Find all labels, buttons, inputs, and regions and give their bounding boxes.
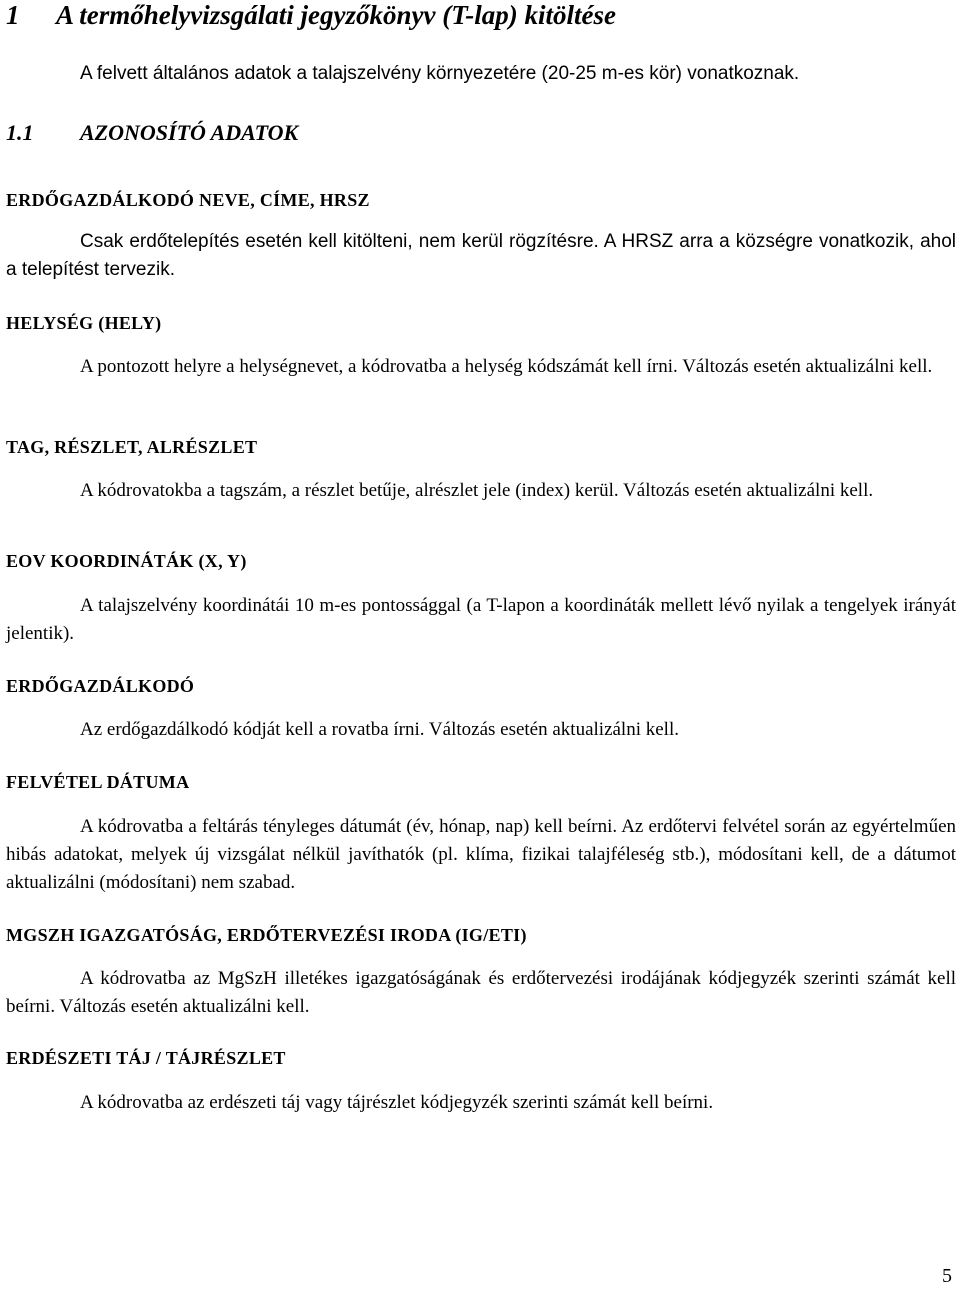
field-desc-owner-name: Csak erdőtelepítés esetén kell kitölteni, nem kerül rögzítésre. A HRSZ arra a községre vonatkozik, ahol a telepítést tervezik.: [6, 231, 956, 280]
field-desc-forest-manager: Az erdőgazdálkodó kódját kell a rovatba írni. Változás esetén aktualizálni kell.: [80, 719, 679, 740]
field-title-owner-name: ERDŐGAZDÁLKODÓ NEVE, CÍME, HRSZ: [6, 190, 370, 210]
field-desc-locality: A pontozott helyre a helységnevet, a kódrovatba a helység kódszámát kell írni. Változás esetén aktualizálni kell.: [80, 356, 933, 377]
field-title-survey-date: FELVÉTEL DÁTUMA: [6, 772, 190, 792]
field-title-forest-region: ERDÉSZETI TÁJ / TÁJRÉSZLET: [6, 1048, 286, 1068]
field-title-locality: HELYSÉG (HELY): [6, 313, 162, 333]
field-desc-forest-region: A kódrovatba az erdészeti táj vagy tájrészlet kódjegyzék szerinti számát kell beírni.: [80, 1092, 714, 1113]
section-number: 1.1: [6, 120, 34, 145]
chapter-title: A termőhelyvizsgálati jegyzőkönyv (T-lap) kitöltése: [56, 0, 616, 30]
page-number: 5: [942, 1265, 952, 1287]
field-title-eov-coordinates: EOV KOORDINÁTÁK (X, Y): [6, 551, 247, 571]
chapter-heading: [6, 0, 616, 31]
field-desc-directorate: A kódrovatba az MgSzH illetékes igazgatóságának és erdőtervezési irodájának kódjegyzék szerinti számát kell beírni. Változás esetén aktualizálni kell.: [6, 968, 956, 1017]
field-title-forest-manager: ERDŐGAZDÁLKODÓ: [6, 676, 195, 696]
field-desc-eov-coordinates: A talajszelvény koordinátái 10 m-es pontossággal (a T-lapon a koordináták mellett lévő nyilak a tengelyek irányát jelentik).: [6, 595, 956, 644]
field-desc-compartment: A kódrovatokba a tagszám, a részlet betűje, alrészlet jele (index) kerül. Változás esetén aktualizálni kell.: [80, 480, 874, 501]
chapter-number: 1: [6, 0, 20, 30]
section-heading: [6, 120, 298, 146]
intro-text: A felvett általános adatok a talajszelvény környezetére (20-25 m-es kör) vonatkoznak.: [80, 63, 800, 84]
section-title: AZONOSÍTÓ ADATOK: [80, 120, 299, 145]
field-title-directorate: MGSZH IGAZGATÓSÁG, ERDŐTERVEZÉSI IRODA (IG/ETI): [6, 925, 527, 945]
field-title-compartment: TAG, RÉSZLET, ALRÉSZLET: [6, 437, 258, 457]
field-desc-survey-date: A kódrovatba a feltárás tényleges dátumát (év, hónap, nap) kell beírni. Az erdőtervi felvétel során az egyértelműen hibás adatokat, melyek új vizsgálat nélkül javíthatók (pl. klíma, fizikai talajféleség stb.), módosítani kell, de a dátumot aktualizálni (módosítani) nem szabad.: [6, 816, 956, 893]
